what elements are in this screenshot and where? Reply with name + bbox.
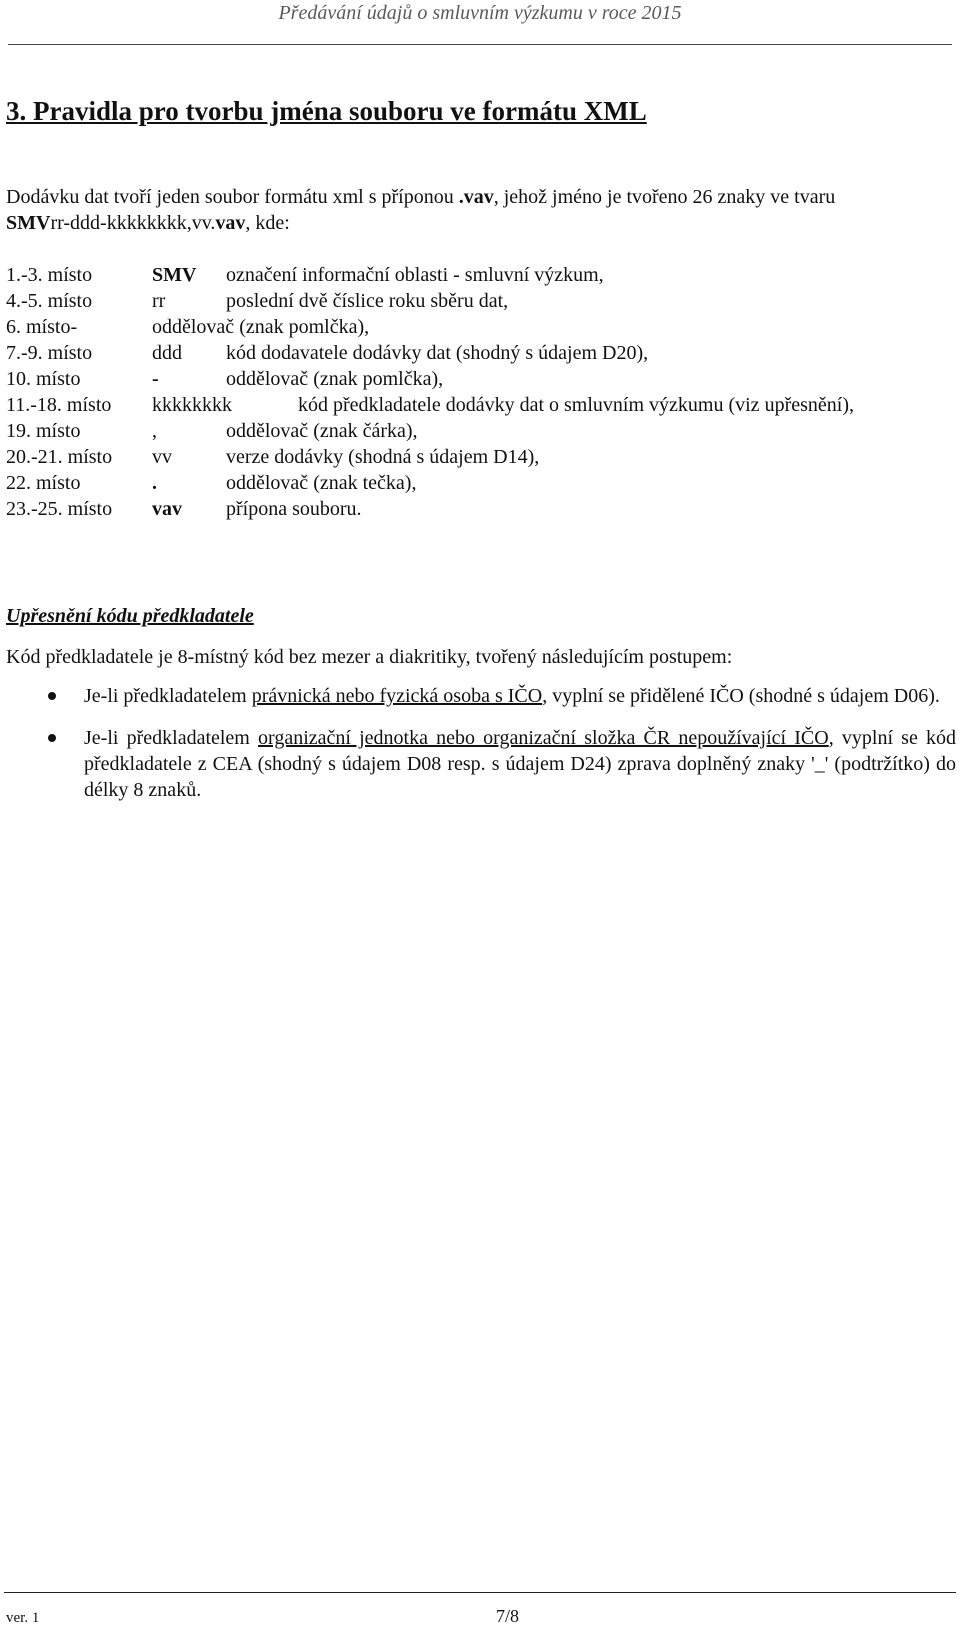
position-desc: označení informační oblasti - smluvní výzkum,	[226, 264, 604, 286]
bullet-icon	[48, 692, 56, 700]
intro-line-1	[6, 184, 936, 210]
position-label: 7.-9. místo	[6, 342, 93, 364]
bullet-icon	[48, 734, 56, 742]
position-code: vv	[152, 446, 172, 468]
position-desc: kód předkladatele dodávky dat o smluvním výzkumu (viz upřesnění),	[298, 394, 854, 416]
intro-line-2	[6, 210, 936, 236]
position-label: 6. místo-	[6, 316, 78, 338]
bullet-text-cont: , vyplní se kód předkladatele z CEA (shodný s údajem D08 resp. s údajem D24) zprava doplněný znaky '_' (podtržítko) do délky 8 znaků.	[84, 727, 956, 801]
position-label: 20.-21. místo	[6, 446, 113, 468]
intro-paragraph	[6, 184, 936, 236]
subsection-text: Kód předkladatele je 8-místný kód bez mezer a diakritiky, tvořený následujícím postupem:	[6, 646, 733, 668]
bullet-text: Je-li předkladatelem	[84, 685, 252, 707]
position-label: 23.-25. místo	[6, 498, 113, 520]
position-code: rr	[152, 290, 166, 312]
section-title: 3. Pravidla pro tvorbu jména souboru ve formátu XML	[6, 96, 647, 126]
position-label: 19. místo	[6, 420, 81, 442]
position-desc: oddělovač (znak pomlčka),	[226, 368, 444, 390]
bullet-text-cont: , vyplní se přidělené IČO (shodné s údajem D06).	[542, 685, 940, 707]
filename-pattern: rr-ddd-kkkkkkkk,vv.	[50, 212, 216, 234]
position-label: 1.-3. místo	[6, 264, 93, 286]
filename-prefix: SMV	[6, 212, 51, 234]
position-label: 22. místo	[6, 472, 81, 494]
filename-extension: vav	[215, 212, 246, 234]
position-code: kkkkkkkk	[152, 394, 232, 416]
position-code: SMV	[152, 264, 197, 286]
footer-divider	[4, 1592, 956, 1593]
subsection-title: Upřesnění kódu předkladatele	[6, 605, 254, 627]
position-code: ,	[152, 420, 157, 442]
position-desc: oddělovač (znak pomlčka),	[152, 316, 370, 338]
position-desc: poslední dvě číslice roku sběru dat,	[226, 290, 509, 312]
position-label: 4.-5. místo	[6, 290, 93, 312]
bullet-underlined-text: právnická nebo fyzická osoba s IČO	[251, 685, 543, 707]
intro-text-cont: , jehož jméno je tvořeno 26 znaky ve tvaru	[493, 186, 836, 208]
position-desc: kód dodavatele dodávky dat (shodný s údajem D20),	[226, 342, 649, 364]
position-desc: oddělovač (znak čárka),	[226, 420, 418, 442]
list-item	[0, 725, 960, 803]
page-header-title: Předávání údajů o smluvním výzkumu v roce 2015	[278, 2, 682, 24]
bullet-list	[0, 683, 960, 819]
bullet-underlined-text: organizační jednotka nebo organizační složka ČR nepoužívající IČO	[258, 727, 829, 749]
list-item	[0, 683, 960, 709]
footer-version: ver. 1	[6, 1610, 40, 1626]
position-desc: verze dodávky (shodná s údajem D14),	[226, 446, 540, 468]
position-code: vav	[152, 498, 182, 520]
position-desc: přípona souboru.	[226, 498, 362, 520]
intro-extension: .vav	[458, 186, 494, 208]
position-code: -	[152, 368, 159, 390]
intro-text: Dodávku dat tvoří jeden soubor formátu xml s příponou	[6, 186, 459, 208]
position-desc: oddělovač (znak tečka),	[226, 472, 417, 494]
position-code: ddd	[152, 342, 182, 364]
position-label: 11.-18. místo	[6, 394, 112, 416]
intro-where: , kde:	[245, 212, 290, 234]
header-divider	[8, 44, 952, 45]
bullet-text: Je-li předkladatelem	[84, 727, 259, 749]
position-label: 10. místo	[6, 368, 81, 390]
position-code: .	[152, 472, 157, 494]
page-number: 7/8	[496, 1606, 520, 1626]
